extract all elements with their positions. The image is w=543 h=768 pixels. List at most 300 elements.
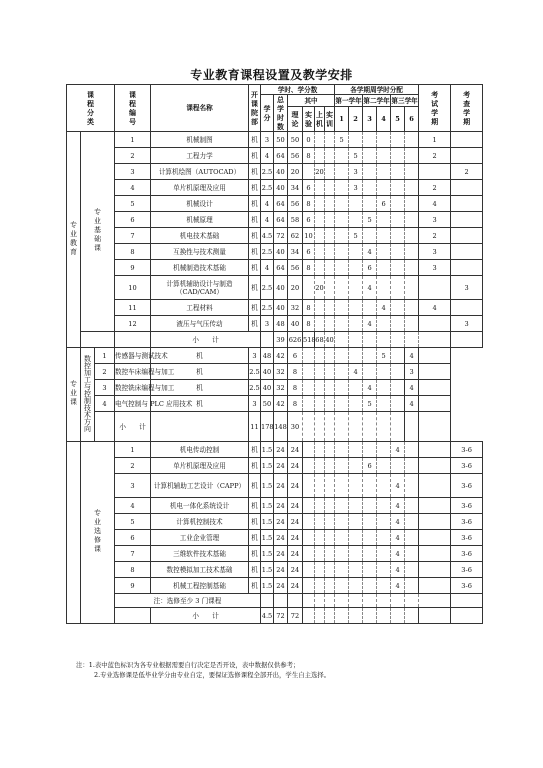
course-exam: 4 [419, 300, 451, 316]
elective-note: 注：选修至少 3 门课程 [115, 594, 261, 608]
course-computer [315, 132, 325, 148]
course-lab: 6 [288, 348, 303, 364]
course-sem-1 [335, 498, 349, 514]
course-computer [315, 148, 325, 164]
course-credit: 3 [249, 348, 261, 364]
footnote-1: 注：1.表中蓝色标识为各专业根据需要自行决定是否开设，表中数据仅供参考； [76, 661, 300, 669]
course-sem-1 [335, 546, 349, 562]
course-theory: 34 [288, 244, 303, 260]
course-check: 3-6 [451, 442, 483, 458]
course-credit: 1.5 [261, 514, 274, 530]
course-exam [419, 458, 451, 474]
course-computer [315, 514, 325, 530]
course-sem-4 [377, 514, 391, 530]
course-dept: 机 [249, 260, 261, 276]
course-theory: 24 [288, 458, 303, 474]
course-hours: 24 [274, 498, 288, 514]
course-sem-3 [363, 196, 377, 212]
course-sem-3 [363, 578, 377, 594]
table-row [67, 578, 483, 594]
course-exam: 2 [419, 228, 451, 244]
course-theory: 24 [288, 578, 303, 594]
course-theory: 24 [288, 562, 303, 578]
course-theory: 42 [274, 348, 288, 364]
course-sem-4 [377, 546, 391, 562]
course-sem-4 [377, 562, 391, 578]
course-computer [315, 498, 325, 514]
course-theory: 24 [288, 530, 303, 546]
course-name: 三维软件技术基础 [151, 546, 249, 562]
course-sem-6 [405, 578, 419, 594]
table-row [67, 498, 483, 514]
course-dept: 机 [249, 578, 261, 594]
course-sem-1 [325, 380, 335, 396]
course-lab [303, 164, 315, 180]
course-theory: 56 [288, 196, 303, 212]
course-name: 数控模拟加工技术基础 [151, 562, 249, 578]
course-sem-5 [391, 316, 405, 332]
course-check: 3-6 [451, 546, 483, 562]
course-name: 机械制造技术基础 [151, 260, 249, 276]
course-lab: 8 [288, 364, 303, 380]
course-check [451, 300, 483, 316]
course-practice [325, 316, 335, 332]
course-no: 2 [115, 148, 151, 164]
course-sem-4 [377, 132, 391, 148]
course-sem-6 [405, 498, 419, 514]
course-exam [419, 316, 451, 332]
course-sem-6 [405, 546, 419, 562]
course-hours: 24 [274, 474, 288, 498]
course-practice [325, 148, 335, 164]
course-lab: 0 [303, 132, 315, 148]
subtotal-theory: 148 [274, 412, 288, 442]
course-dept: 机 [151, 364, 249, 380]
course-theory: 20 [288, 276, 303, 300]
course-theory: 40 [288, 316, 303, 332]
major-education-label: 专业教育 [67, 132, 81, 348]
course-lab: 8 [303, 300, 315, 316]
course-sem-4 [377, 442, 391, 458]
course-exam: 3 [419, 244, 451, 260]
course-sem-5: 4 [391, 442, 405, 458]
course-exam [419, 498, 451, 514]
header-sem-1: 1 [335, 107, 349, 132]
course-dept: 机 [249, 228, 261, 244]
course-credit: 2.5 [249, 364, 261, 380]
course-credit: 1.5 [261, 562, 274, 578]
course-exam: 4 [405, 396, 419, 412]
course-hours: 40 [274, 300, 288, 316]
course-hours: 24 [274, 578, 288, 594]
course-lab: 6 [303, 212, 315, 228]
header-year3: 第三学年 [391, 96, 418, 105]
course-sem-2 [335, 380, 349, 396]
course-sem-1 [325, 396, 335, 412]
course-theory: 24 [288, 498, 303, 514]
course-sem-6 [405, 458, 419, 474]
course-lab [303, 442, 315, 458]
course-computer [315, 212, 325, 228]
course-sem-4: 5 [363, 396, 377, 412]
course-check: 3-6 [451, 578, 483, 594]
course-sem-4: 6 [377, 196, 391, 212]
direction-label: 数控加工与控制技术方向 [81, 348, 95, 442]
subtotal-row [67, 412, 483, 442]
course-name: 机械设计 [151, 196, 249, 212]
course-sem-2 [335, 364, 349, 380]
course-name: 单片机原理及应用 [151, 458, 249, 474]
course-no: 4 [115, 498, 151, 514]
course-theory: 24 [288, 474, 303, 498]
course-sem-2 [349, 276, 363, 300]
course-name: 数控车床编程与加工 [115, 364, 151, 380]
course-check [451, 196, 483, 212]
course-check: 3-6 [451, 530, 483, 546]
course-hours: 40 [274, 180, 288, 196]
course-theory: 20 [288, 164, 303, 180]
course-sem-1 [335, 260, 349, 276]
course-no: 9 [115, 260, 151, 276]
course-practice [325, 514, 335, 530]
course-lab: 8 [303, 316, 315, 332]
course-exam: 4 [419, 196, 451, 212]
table-row [67, 260, 483, 276]
course-sem-5: 4 [391, 474, 405, 498]
course-computer [303, 364, 315, 380]
course-dept: 机 [151, 348, 249, 364]
subtotal-theory: 518 [303, 332, 315, 348]
subtotal-label: 小 计 [151, 608, 261, 624]
course-hours: 64 [274, 212, 288, 228]
course-sem-3: 4 [363, 244, 377, 260]
course-dept: 机 [151, 396, 249, 412]
professional-courses-label: 专业课 [67, 348, 81, 442]
course-credit: 4 [261, 148, 274, 164]
course-computer [315, 578, 325, 594]
course-sem-3 [349, 380, 363, 396]
course-hours: 72 [274, 228, 288, 244]
subtotal-computer: 40 [325, 332, 335, 348]
course-computer [315, 474, 325, 498]
course-hours: 64 [274, 260, 288, 276]
course-sem-5 [377, 364, 391, 380]
course-sem-6 [405, 244, 419, 260]
table-row [67, 442, 483, 458]
course-sem-6 [405, 148, 419, 164]
course-sem-3 [363, 546, 377, 562]
course-sem-1 [335, 300, 349, 316]
course-sem-1 [335, 180, 349, 196]
page-title: 专业教育课程设置及教学安排 [190, 68, 353, 82]
header-sem-3: 3 [363, 107, 377, 132]
course-no: 12 [115, 316, 151, 332]
course-sem-6 [405, 300, 419, 316]
course-sem-6 [405, 196, 419, 212]
course-computer [315, 458, 325, 474]
course-name: 计算机辅助设计与制造（CAD/CAM） [151, 276, 249, 300]
subtotal-lab: 30 [288, 412, 303, 442]
course-computer [315, 260, 325, 276]
elective-courses-label: 专业选修课 [81, 442, 115, 624]
course-no: 9 [115, 578, 151, 594]
course-dept: 机 [249, 212, 261, 228]
course-sem-3: 5 [363, 212, 377, 228]
course-sem-2: 5 [349, 228, 363, 244]
course-hours: 40 [261, 380, 274, 396]
course-credit: 3 [261, 132, 274, 148]
course-sem-2 [349, 562, 363, 578]
course-no: 8 [115, 562, 151, 578]
table-row [67, 396, 483, 412]
course-credit: 1.5 [261, 498, 274, 514]
course-sem-5 [391, 132, 405, 148]
course-check [451, 180, 483, 196]
course-credit: 2.5 [261, 276, 274, 300]
course-exam: 3 [419, 212, 451, 228]
course-exam [419, 562, 451, 578]
header-computer: 上机 [315, 107, 325, 132]
course-name: 机械制图 [151, 132, 249, 148]
course-credit: 3 [249, 396, 261, 412]
course-hours: 50 [274, 132, 288, 148]
course-computer: 20 [315, 164, 325, 180]
subtotal-row [67, 608, 483, 624]
course-sem-3 [363, 228, 377, 244]
course-dept: 机 [249, 180, 261, 196]
course-sem-6 [405, 132, 419, 148]
course-sem-4 [377, 244, 391, 260]
course-name: 机械工程控制基础 [151, 578, 249, 594]
course-name: 工程材料 [151, 300, 249, 316]
subtotal-row [67, 332, 483, 348]
course-sem-1 [335, 316, 349, 332]
subtotal-lab: 68 [315, 332, 325, 348]
course-sem-5 [391, 244, 405, 260]
course-sem-1 [335, 562, 349, 578]
course-dept: 机 [249, 300, 261, 316]
course-theory: 42 [274, 396, 288, 412]
course-sem-2: 3 [349, 180, 363, 196]
header-sem-4: 4 [377, 107, 391, 132]
course-theory: 50 [288, 132, 303, 148]
course-no: 5 [115, 196, 151, 212]
course-sem-2 [349, 474, 363, 498]
course-name: 互换性与技术测量 [151, 244, 249, 260]
course-sem-5 [391, 180, 405, 196]
course-sem-5: 4 [391, 498, 405, 514]
course-sem-3 [363, 442, 377, 458]
subtotal-credit: 4.5 [261, 608, 274, 624]
course-computer [315, 316, 325, 332]
course-sem-2 [349, 260, 363, 276]
course-exam: 3 [419, 260, 451, 276]
course-sem-4 [377, 474, 391, 498]
course-practice [315, 396, 325, 412]
course-lab [303, 546, 315, 562]
course-sem-1 [335, 228, 349, 244]
course-sem-3: 4 [363, 276, 377, 300]
course-name: 数控铣床编程与加工 [115, 380, 151, 396]
course-name: 机械原理 [151, 212, 249, 228]
course-practice [325, 474, 335, 498]
course-sem-6 [405, 180, 419, 196]
course-dept: 机 [249, 442, 261, 458]
table-row [67, 300, 483, 316]
course-sem-4 [377, 498, 391, 514]
basic-courses-label: 专业基础课 [81, 132, 115, 332]
course-exam: 2 [419, 148, 451, 164]
course-dept: 机 [249, 244, 261, 260]
course-practice [325, 300, 335, 316]
course-theory: 32 [274, 380, 288, 396]
table-row [67, 212, 483, 228]
course-exam: 2 [419, 180, 451, 196]
course-sem-3 [363, 562, 377, 578]
course-exam: 4 [405, 380, 419, 396]
course-sem-6 [405, 474, 419, 498]
course-credit: 4 [261, 260, 274, 276]
course-dept: 机 [249, 498, 261, 514]
course-computer [315, 228, 325, 244]
course-dept: 机 [249, 196, 261, 212]
course-exam: 3 [405, 364, 419, 380]
course-sem-3 [363, 180, 377, 196]
course-sem-3 [363, 148, 377, 164]
course-no: 1 [115, 132, 151, 148]
table-row [67, 244, 483, 260]
course-sem-4 [377, 228, 391, 244]
course-sem-4 [377, 212, 391, 228]
course-hours: 24 [274, 442, 288, 458]
course-sem-1 [335, 244, 349, 260]
direction-courses [67, 348, 483, 442]
course-practice [325, 244, 335, 260]
course-hours: 40 [274, 244, 288, 260]
course-sem-1 [335, 148, 349, 164]
header-check: 考查学期 [451, 85, 483, 132]
course-credit: 2.5 [261, 300, 274, 316]
course-dept: 机 [249, 164, 261, 180]
course-sem-6 [405, 316, 419, 332]
subtotal-hours: 178 [261, 412, 274, 442]
course-practice [325, 498, 335, 514]
course-hours: 40 [274, 276, 288, 300]
course-dept: 机 [249, 316, 261, 332]
header-among: 其中 [288, 95, 335, 107]
course-practice [325, 530, 335, 546]
course-theory: 58 [288, 212, 303, 228]
course-check [451, 132, 483, 148]
header-exam: 考试学期 [419, 85, 451, 132]
table-row [67, 546, 483, 562]
course-computer [315, 562, 325, 578]
course-sem-5 [391, 148, 405, 164]
course-lab: 8 [288, 380, 303, 396]
course-hours: 48 [261, 348, 274, 364]
basic-courses [67, 132, 483, 348]
course-exam [419, 514, 451, 530]
subtotal-label: 小 计 [115, 412, 151, 442]
course-sem-5 [391, 276, 405, 300]
header-theory: 理论 [288, 107, 303, 132]
course-lab [303, 530, 315, 546]
course-sem-4 [377, 148, 391, 164]
course-exam: 4 [405, 348, 419, 364]
course-practice [315, 380, 325, 396]
course-exam: 1 [419, 132, 451, 148]
table-row [67, 132, 483, 148]
course-hours: 24 [274, 458, 288, 474]
course-sem-5: 4 [391, 546, 405, 562]
course-hours: 24 [274, 530, 288, 546]
course-dept: 机 [249, 530, 261, 546]
course-theory: 62 [288, 228, 303, 244]
course-lab [303, 474, 315, 498]
course-no: 5 [115, 514, 151, 530]
course-exam [419, 164, 451, 180]
course-computer [315, 180, 325, 196]
course-sem-4 [377, 260, 391, 276]
course-hours: 64 [274, 196, 288, 212]
course-sem-2 [349, 196, 363, 212]
course-no: 1 [115, 442, 151, 458]
course-dept: 机 [249, 474, 261, 498]
course-theory: 56 [288, 148, 303, 164]
course-no: 3 [115, 474, 151, 498]
course-sem-5: 4 [391, 578, 405, 594]
course-lab: 8 [288, 396, 303, 412]
course-computer [315, 300, 325, 316]
course-sem-6 [391, 396, 405, 412]
course-hours: 48 [274, 316, 288, 332]
course-no: 11 [115, 300, 151, 316]
course-practice [325, 196, 335, 212]
header-dept: 开课院部 [249, 85, 261, 132]
header-sem-6: 6 [405, 107, 419, 132]
subtotal-theory: 72 [288, 608, 303, 624]
course-sem-2 [349, 442, 363, 458]
course-sem-6 [405, 514, 419, 530]
course-dept: 机 [249, 276, 261, 300]
course-sem-3 [363, 132, 377, 148]
course-credit: 4.5 [261, 228, 274, 244]
course-exam [419, 442, 451, 458]
course-name: 机电一体化系统设计 [151, 498, 249, 514]
table-row [67, 164, 483, 180]
course-sem-5 [377, 396, 391, 412]
course-sem-4 [377, 458, 391, 474]
course-sem-4 [377, 276, 391, 300]
course-check [419, 348, 451, 364]
course-sem-3 [363, 514, 377, 530]
course-credit: 2.5 [261, 164, 274, 180]
course-check [451, 148, 483, 164]
course-sem-6 [405, 212, 419, 228]
course-name: 计算机绘图（AUTOCAD） [151, 164, 249, 180]
course-no: 2 [115, 458, 151, 474]
table-row [67, 364, 483, 380]
course-practice [325, 228, 335, 244]
header-weekly: 各学期周学时分配 [335, 85, 419, 95]
course-practice [325, 212, 335, 228]
course-theory: 24 [288, 442, 303, 458]
course-sem-4 [377, 180, 391, 196]
course-no: 1 [95, 348, 115, 364]
course-check [419, 364, 451, 380]
course-check: 3-6 [451, 514, 483, 530]
course-sem-2 [349, 300, 363, 316]
